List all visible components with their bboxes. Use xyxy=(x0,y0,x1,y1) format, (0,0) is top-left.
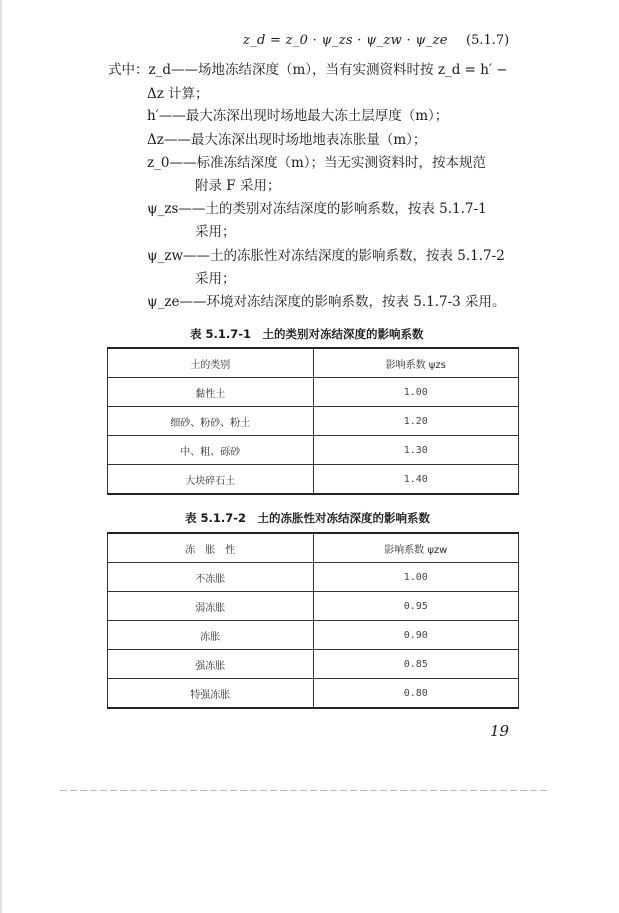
table-row xyxy=(108,650,519,679)
table-row xyxy=(108,592,519,621)
definition-line: 采用； xyxy=(195,224,236,240)
table-row xyxy=(108,407,519,436)
table-cell: 1.00 xyxy=(313,563,519,592)
table-row xyxy=(108,621,519,650)
table-row xyxy=(108,378,519,407)
table-row xyxy=(108,679,519,709)
definition-line: ψ_zs——土的类别对冻结深度的影响系数，按表 5.1.7-1 xyxy=(147,201,487,217)
definition-line: Δz 计算； xyxy=(147,86,209,102)
table-cell: 1.00 xyxy=(313,378,519,407)
definition-line: 式中：z_d——场地冻结深度（m），当有实测资料时按 z_d = h′ − xyxy=(108,62,508,78)
table-cell: 1.20 xyxy=(313,407,519,436)
definition-line: ψ_ze——环境对冻结深度的影响系数，按表 5.1.7-3 采用。 xyxy=(147,294,506,310)
table-cell: 0.90 xyxy=(313,621,519,650)
table-cell: 中、粗、砾砂 xyxy=(108,436,314,465)
frost-depth-frost-heave-table xyxy=(107,532,519,709)
table-cell: 强冻胀 xyxy=(108,650,314,679)
definition-line: 采用； xyxy=(195,271,236,287)
definition-line: z_0——标准冻结深度（m）；当无实测资料时，按本规范 xyxy=(147,155,487,171)
formula: z_d = z_0 · ψ_zs · ψ_zw · ψ_ze xyxy=(243,33,448,48)
table-cell: 黏性土 xyxy=(108,378,314,407)
page-number: 19 xyxy=(490,722,510,740)
table-header-row xyxy=(108,348,519,378)
table-cell: 1.30 xyxy=(313,436,519,465)
column-header: 冻 胀 性 xyxy=(108,533,314,563)
table-caption: 表 5.1.7-2 土的冻胀性对冻结深度的影响系数 xyxy=(185,511,431,525)
page-edge xyxy=(0,0,3,913)
column-header: 影响系数 ψzs xyxy=(313,348,519,378)
table-caption: 表 5.1.7-1 土的类别对冻结深度的影响系数 xyxy=(190,327,424,341)
column-header: 土的类别 xyxy=(108,348,314,378)
frost-depth-soil-type-table xyxy=(107,347,519,495)
table-cell: 0.85 xyxy=(313,650,519,679)
definition-line: ψ_zw——土的冻胀性对冻结深度的影响系数，按表 5.1.7-2 xyxy=(147,248,505,264)
table-cell: 特强冻胀 xyxy=(108,679,314,709)
table-cell: 大块碎石土 xyxy=(108,465,314,495)
table-row xyxy=(108,436,519,465)
table-row xyxy=(108,563,519,592)
table-cell: 不冻胀 xyxy=(108,563,314,592)
table-cell: 0.80 xyxy=(313,679,519,709)
column-header: 影响系数 ψzw xyxy=(313,533,519,563)
formula-number: (5.1.7) xyxy=(466,33,510,48)
table-row xyxy=(108,465,519,495)
definition-line: Δz——最大冻深出现时场地地表冻胀量（m）； xyxy=(147,132,427,148)
table-cell: 细砂、粉砂、粉土 xyxy=(108,407,314,436)
table-cell: 1.40 xyxy=(313,465,519,495)
definition-line: h′——最大冻深出现时场地最大冻土层厚度（m）； xyxy=(147,108,449,124)
divider xyxy=(60,790,550,791)
definition-line: 附录 F 采用； xyxy=(195,178,281,194)
table-cell: 弱冻胀 xyxy=(108,592,314,621)
table-cell: 0.95 xyxy=(313,592,519,621)
table-header-row xyxy=(108,533,519,563)
table-cell: 冻胀 xyxy=(108,621,314,650)
